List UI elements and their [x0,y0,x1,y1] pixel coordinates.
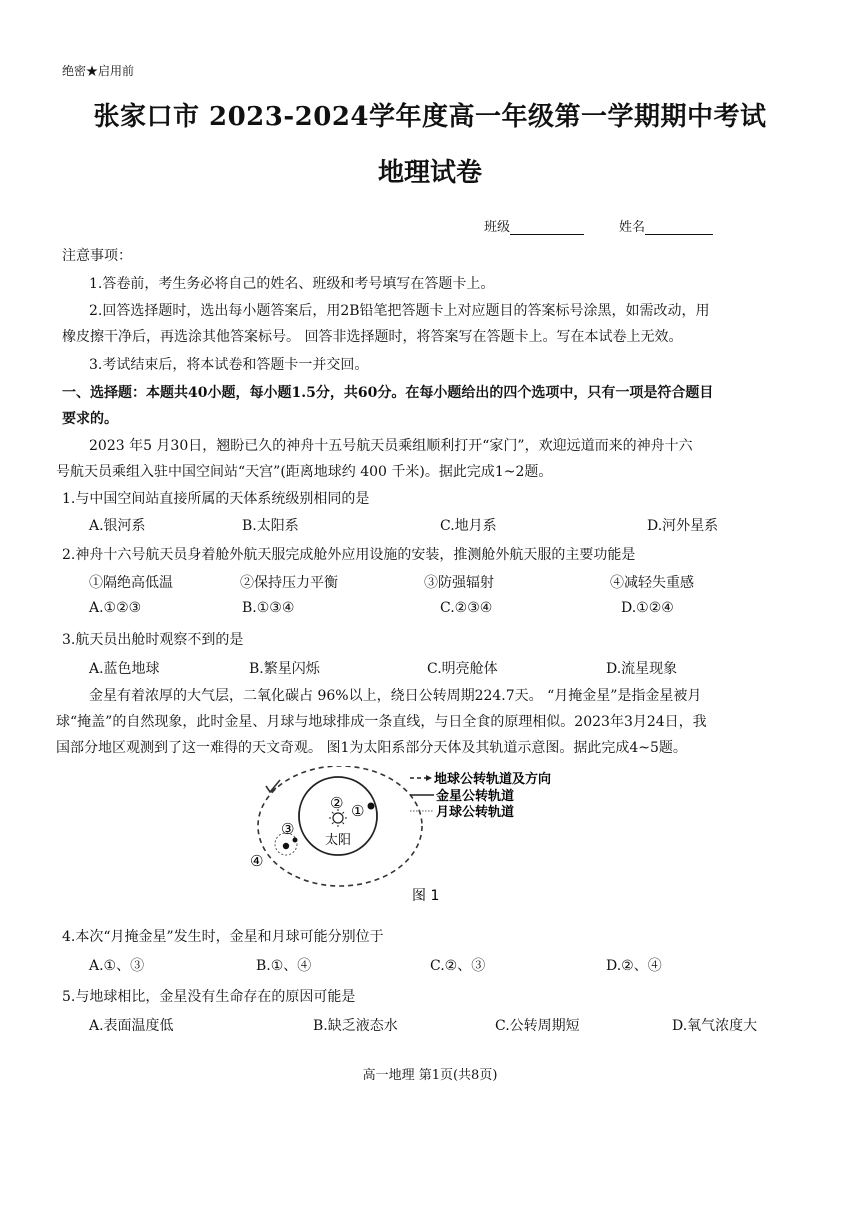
q2-option-d: D.①②④ [621,600,674,616]
q2-option-b: B.①③④ [242,600,295,616]
q2-item-2: ②保持压力平衡 [240,575,338,591]
figure-legend [410,771,551,820]
sun-label: 太阳 [324,833,352,848]
q3-option-b: B.繁星闪烁 [249,661,320,677]
passage1-line1: 2023 年5 月30日，翘盼已久的神舟十五号航天员乘组顺利打开“家门”，欢迎远道而来的神舟十六 [89,438,693,454]
legend-moon: 月球公转轨道 [436,805,515,820]
q4-option-d: D.②、④ [606,958,662,974]
q5-option-d: D.氧气浓度大 [672,1018,758,1034]
figure-caption: 图 1 [412,888,440,904]
name-label: 姓名 [619,220,646,235]
exam-subject-title: 地理试卷 [377,158,482,188]
class-blank[interactable] [510,220,584,235]
passage2-line2: 球“掩盖”的自然现象，此时金星、月球与地球排成一条直线，与日全食的原理相似。2023年3月24日，我 [56,714,707,730]
q2-option-c: C.②③④ [440,600,493,616]
q4-option-b: B.①、④ [256,958,312,974]
legend-venus: 金星公转轨道 [436,789,515,804]
q3-option-a: A.蓝色地球 [89,661,160,677]
passage2-line3: 国部分地区观测到了这一难得的天文奇观。 图1为太阳系部分天体及其轨道示意图。据此完成4~5题。 [56,740,687,756]
q1-option-d: D.河外星系 [647,518,719,534]
q4-option-c: C.②、③ [430,958,486,974]
moon-dot [293,838,298,843]
legend-earth: 地球公转轨道及方向 [434,772,552,787]
confidential-mark: 绝密★启用前 [62,64,135,78]
q2-item-3: ③防强辐射 [424,575,494,591]
q4-option-a: A.①、③ [89,958,145,974]
note-2-line1: 2.回答选择题时，选出每小题答案后，用2B铅笔把答题卡上对应题目的答案标号涂黑，如需改动，用 [89,303,710,319]
q2-option-a: A.①②③ [89,600,142,616]
q2-item-1: ①隔绝高低温 [89,575,173,591]
earth-dot [283,843,289,849]
q3-stem: 3.航天员出舱时观察不到的是 [62,632,244,648]
q4-stem: 4.本次“月掩金星”发生时，金星和月球可能分别位于 [62,929,384,945]
note-3: 3.考试结束后，将本试卷和答题卡一并交回。 [89,357,369,373]
q2-item-4: ④减轻失重感 [610,575,694,591]
q3-option-d: D.流星现象 [606,661,678,677]
marker-3: ③ [281,820,295,838]
name-blank[interactable] [645,220,713,235]
section-heading-line2: 要求的。 [62,411,118,427]
q1-stem: 1.与中国空间站直接所属的天体系统级别相同的是 [62,491,370,507]
marker-2: ② [330,794,344,812]
note-1: 1.答卷前，考生务必将自己的姓名、班级和考号填写在答题卡上。 [89,276,495,292]
q5-option-c: C.公转周期短 [495,1018,580,1034]
q5-stem: 5.与地球相比，金星没有生命存在的原因可能是 [62,989,356,1005]
class-label: 班级 [484,220,511,235]
marker-1: ① [351,802,365,820]
q1-option-b: B.太阳系 [242,518,299,534]
q3-option-c: C.明亮舱体 [427,661,498,677]
q1-option-c: C.地月系 [440,518,497,534]
q5-option-a: A.表面温度低 [89,1018,174,1034]
q5-option-b: B.缺乏液态水 [313,1018,398,1034]
q2-stem: 2.神舟十六号航天员身着舱外航天服完成舱外应用设施的安装，推测舱外航天服的主要功能是 [62,547,636,563]
notes-heading: 注意事项： [62,248,132,264]
venus-dot [368,803,375,810]
passage2-line1: 金星有着浓厚的大气层，二氧化碳占 96%以上，绕日公转周期224.7天。 “月掩金星”是指金星被月 [89,688,702,704]
name-field[interactable] [619,216,713,235]
section-heading-line1: 一、选择题：本题共40小题，每小题1.5分，共60分。在每小题给出的四个选项中，只有一项是符合题目 [62,385,714,401]
q1-option-a: A.银河系 [89,518,146,534]
marker-4: ④ [250,852,264,870]
solar-system-diagram [240,766,580,906]
page-footer: 高一地理 第1页(共8页) [362,1068,498,1083]
passage1-line2: 号航天员乘组入驻中国空间站“天宫”(距离地球约 400 千米)。据此完成1~2题。 [56,464,553,480]
class-field[interactable] [484,216,584,235]
exam-title: 张家口市 2023-2024学年度高一年级第一学期期中考试 [93,102,767,132]
note-2-line2: 橡皮擦干净后，再选涂其他答案标号。 回答非选择题时，将答案写在答题卡上。写在本试卷上无效。 [62,329,683,345]
